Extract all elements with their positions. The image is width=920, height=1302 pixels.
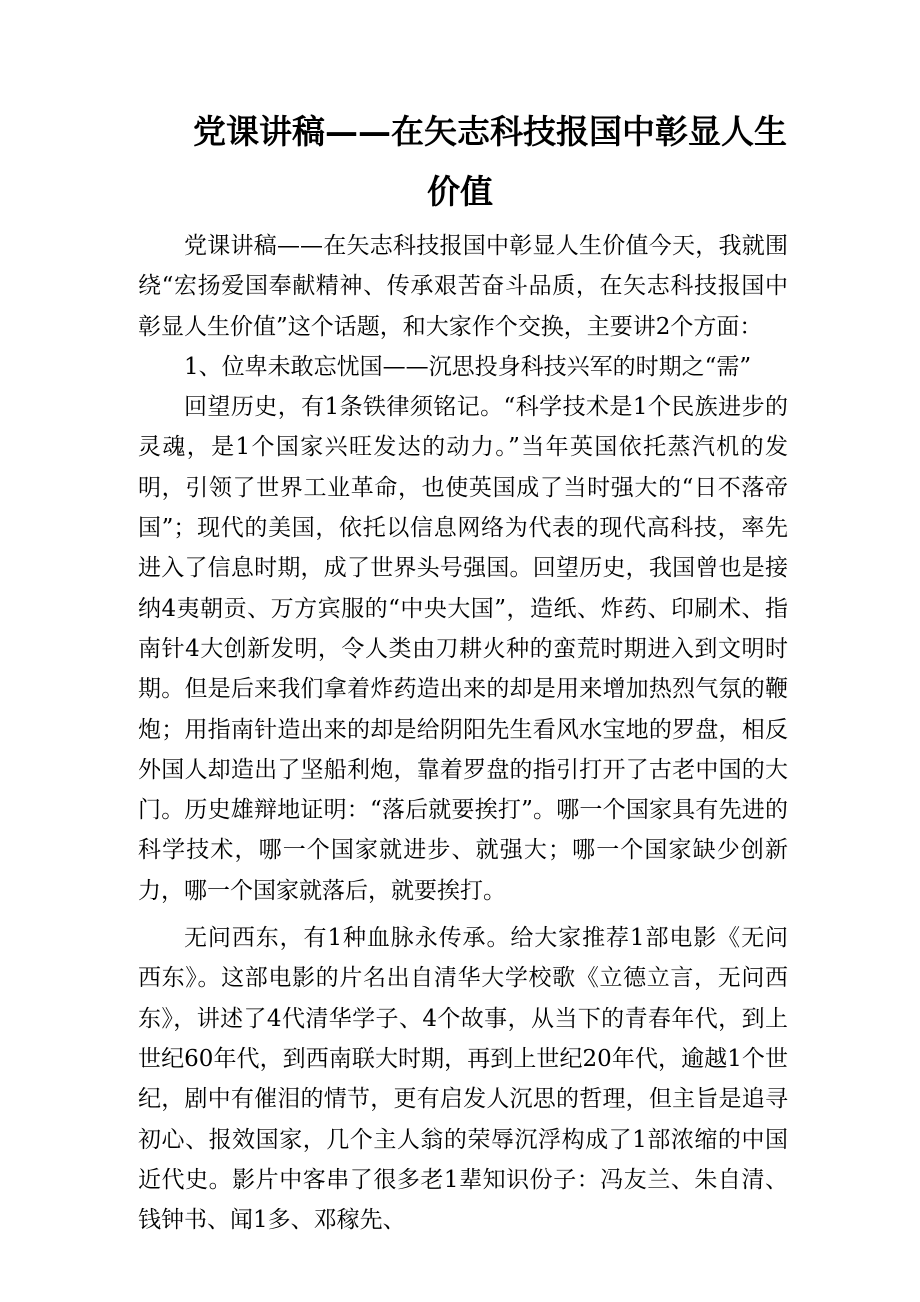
paragraph-film: 无问西东，有1种血脉永传承。给大家推荐1部电影《无问西东》。这部电影的片名出自清华大学校歌《立德立言，无问西东》，讲述了4代清华学子、4个故事，从当下的青春年代，到上世纪60年代，到西南联大时期，再到上世纪20年代，逾越1个世纪，剧中有催泪的情节，更有启发人沉思的哲理，但主旨是追寻初心、报效国家，几个主人翁的荣辱沉浮构成了1部浓缩的中国近代史。影片中客串了很多老1辈知识份子：冯友兰、朱自清、钱钟书、闻1多、邓稼先、 [138, 925, 788, 1234]
document-title-line-1: 党课讲稿——在矢志科技报国中彰显人生 [193, 112, 787, 151]
paragraph-intro: 党课讲稿——在矢志科技报国中彰显人生价值今天，我就围绕“宏扬爱国奉献精神、传承艰苦奋斗品质，在矢志科技报国中彰显人生价值”这个话题，和大家作个交换，主要讲2个方面： [138, 233, 788, 340]
document-title-line-2: 价值 [427, 172, 493, 211]
paragraph-history: 回望历史，有1条铁律须铭记。“科学技术是1个民族进步的灵魂，是1个国家兴旺发达的动力。”当年英国依托蒸汽机的发明，引领了世界工业革命，也使英国成了当时强大的“日不落帝国”；现代的美国，依托以信息网络为代表的现代高科技，率先进入了信息时期，成了世界头号强国。回望历史，我国曾也是接纳4夷朝贡、万方宾服的“中央大国”，造纸、炸药、印刷术、指南针4大创新发明，令人类由刀耕火种的蛮荒时期进入到文明时期。但是后来我们拿着炸药造出来的却是用来增加热烈气氛的鞭炮；用指南针造出来的却是给阴阳先生看风水宝地的罗盘，相反外国人却造出了坚船利炮，靠着罗盘的指引打开了古老中国的大门。历史雄辩地证明：“落后就要挨打”。哪一个国家具有先进的科学技术，哪一个国家就进步、就强大；哪一个国家缺少创新力，哪一个国家就落后，就要挨打。 [138, 394, 788, 904]
document-body [138, 226, 788, 1240]
paragraph-heading-1: 1、位卑未敢忘忧国——沉思投身科技兴军的时期之“需” [184, 353, 752, 380]
